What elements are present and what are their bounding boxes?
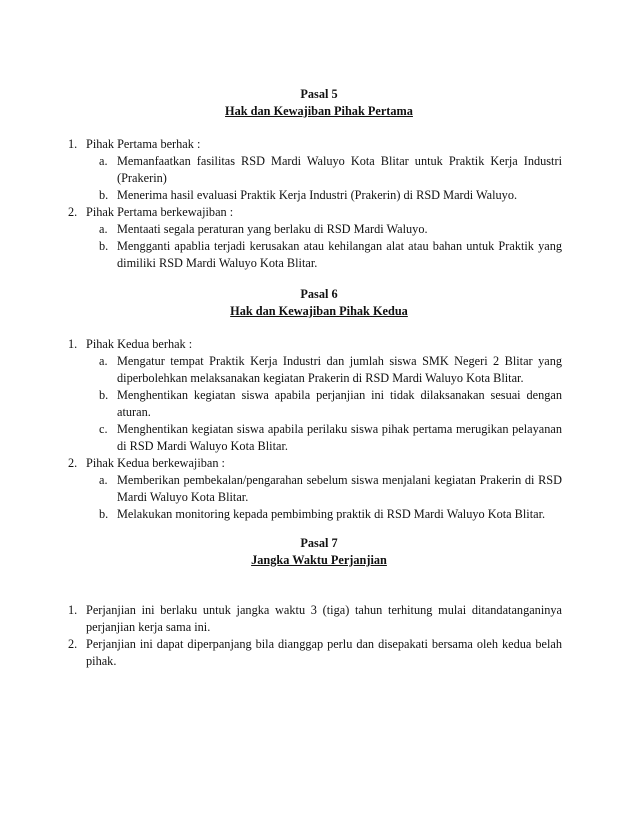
item-text: Perjanjian ini dapat diperpanjang bila dianggap perlu dan disepakati bersama oleh kedua belah pihak.: [86, 637, 562, 668]
item-text: Perjanjian ini berlaku untuk jangka waktu 3 (tiga) tahun terhitung mulai ditandatanganinya perjanjian kerja sama ini.: [86, 603, 562, 634]
list-item: [68, 636, 562, 670]
sub-letter: a.: [99, 354, 108, 368]
sub-letter: a.: [99, 222, 108, 236]
item-number: 2.: [68, 456, 78, 470]
list-item: [68, 336, 562, 455]
pasal5-subtitle: Hak dan Kewajiban Pihak Pertama: [225, 104, 413, 118]
item-number: 1.: [68, 337, 78, 351]
pasal5-title: Pasal 5: [300, 87, 338, 101]
pasal6-heading: [0, 286, 638, 320]
pasal5-heading: [0, 86, 638, 120]
list-item: [68, 602, 562, 636]
sub-letter: b.: [99, 507, 109, 521]
item-text: Pihak Pertama berkewajiban :: [86, 205, 234, 219]
sub-text: Mentaati segala peraturan yang berlaku di RSD Mardi Waluyo.: [117, 222, 428, 236]
sub-letter: a.: [99, 154, 108, 168]
item-number: 2.: [68, 205, 78, 219]
sub-letter: a.: [99, 473, 108, 487]
list-item: [68, 455, 562, 523]
sub-item: [86, 238, 562, 272]
sub-item: [86, 387, 562, 421]
pasal6-title: Pasal 6: [300, 287, 338, 301]
pasal6-subtitle: Hak dan Kewajiban Pihak Kedua: [230, 304, 408, 318]
item-text: Pihak Kedua berhak :: [86, 337, 193, 351]
pasal5-list: [68, 136, 562, 272]
sub-text: Menghentikan kegiatan siswa apabila perilaku siswa pihak pertama merugikan pelayanan di RSD Mardi Waluyo Kota Blitar.: [117, 422, 562, 453]
sub-text: Menghentikan kegiatan siswa apabila perjanjian ini tidak dilaksanakan sesuai dengan aturan.: [117, 388, 562, 419]
list-item: [68, 136, 562, 204]
item-number: 1.: [68, 603, 78, 617]
sub-text: Mengganti apablia terjadi kerusakan atau kehilangan alat atau bahan untuk Praktik yang dimiliki RSD Mardi Waluyo Kota Blitar.: [117, 239, 562, 270]
sub-item: [86, 472, 562, 506]
sub-letter: b.: [99, 188, 109, 202]
sub-text: Mengatur tempat Praktik Kerja Industri dan jumlah siswa SMK Negeri 2 Blitar yang diperbolehkan melaksanakan kegiatan Prakerin di RSD Mardi Waluyo Kota Blitar.: [117, 354, 562, 385]
item-text: Pihak Kedua berkewajiban :: [86, 456, 225, 470]
sub-item: [86, 421, 562, 455]
sub-item: [86, 353, 562, 387]
sub-text: Memberikan pembekalan/pengarahan sebelum siswa menjalani kegiatan Prakerin di RSD Mardi Waluyo Kota Blitar.: [117, 473, 562, 504]
sub-item: [86, 187, 562, 204]
pasal7-list: [68, 602, 562, 670]
pasal7-subtitle: Jangka Waktu Perjanjian: [251, 553, 387, 567]
pasal7-title: Pasal 7: [300, 536, 338, 550]
sub-text: Melakukan monitoring kepada pembimbing praktik di RSD Mardi Waluyo Kota Blitar.: [117, 507, 546, 521]
sub-item: [86, 153, 562, 187]
sub-item: [86, 506, 562, 523]
pasal6-list: [68, 336, 562, 523]
sub-letter: b.: [99, 388, 109, 402]
item-number: 2.: [68, 637, 78, 651]
sub-letter: b.: [99, 239, 109, 253]
item-number: 1.: [68, 137, 78, 151]
sub-letter: c.: [99, 422, 108, 436]
sub-text: Menerima hasil evaluasi Praktik Kerja Industri (Prakerin) di RSD Mardi Waluyo.: [117, 188, 518, 202]
list-item: [68, 204, 562, 272]
item-text: Pihak Pertama berhak :: [86, 137, 201, 151]
sub-item: [86, 221, 562, 238]
sub-text: Memanfaatkan fasilitas RSD Mardi Waluyo Kota Blitar untuk Praktik Kerja Industri (Prakerin): [117, 154, 562, 185]
pasal7-heading: [0, 535, 638, 569]
